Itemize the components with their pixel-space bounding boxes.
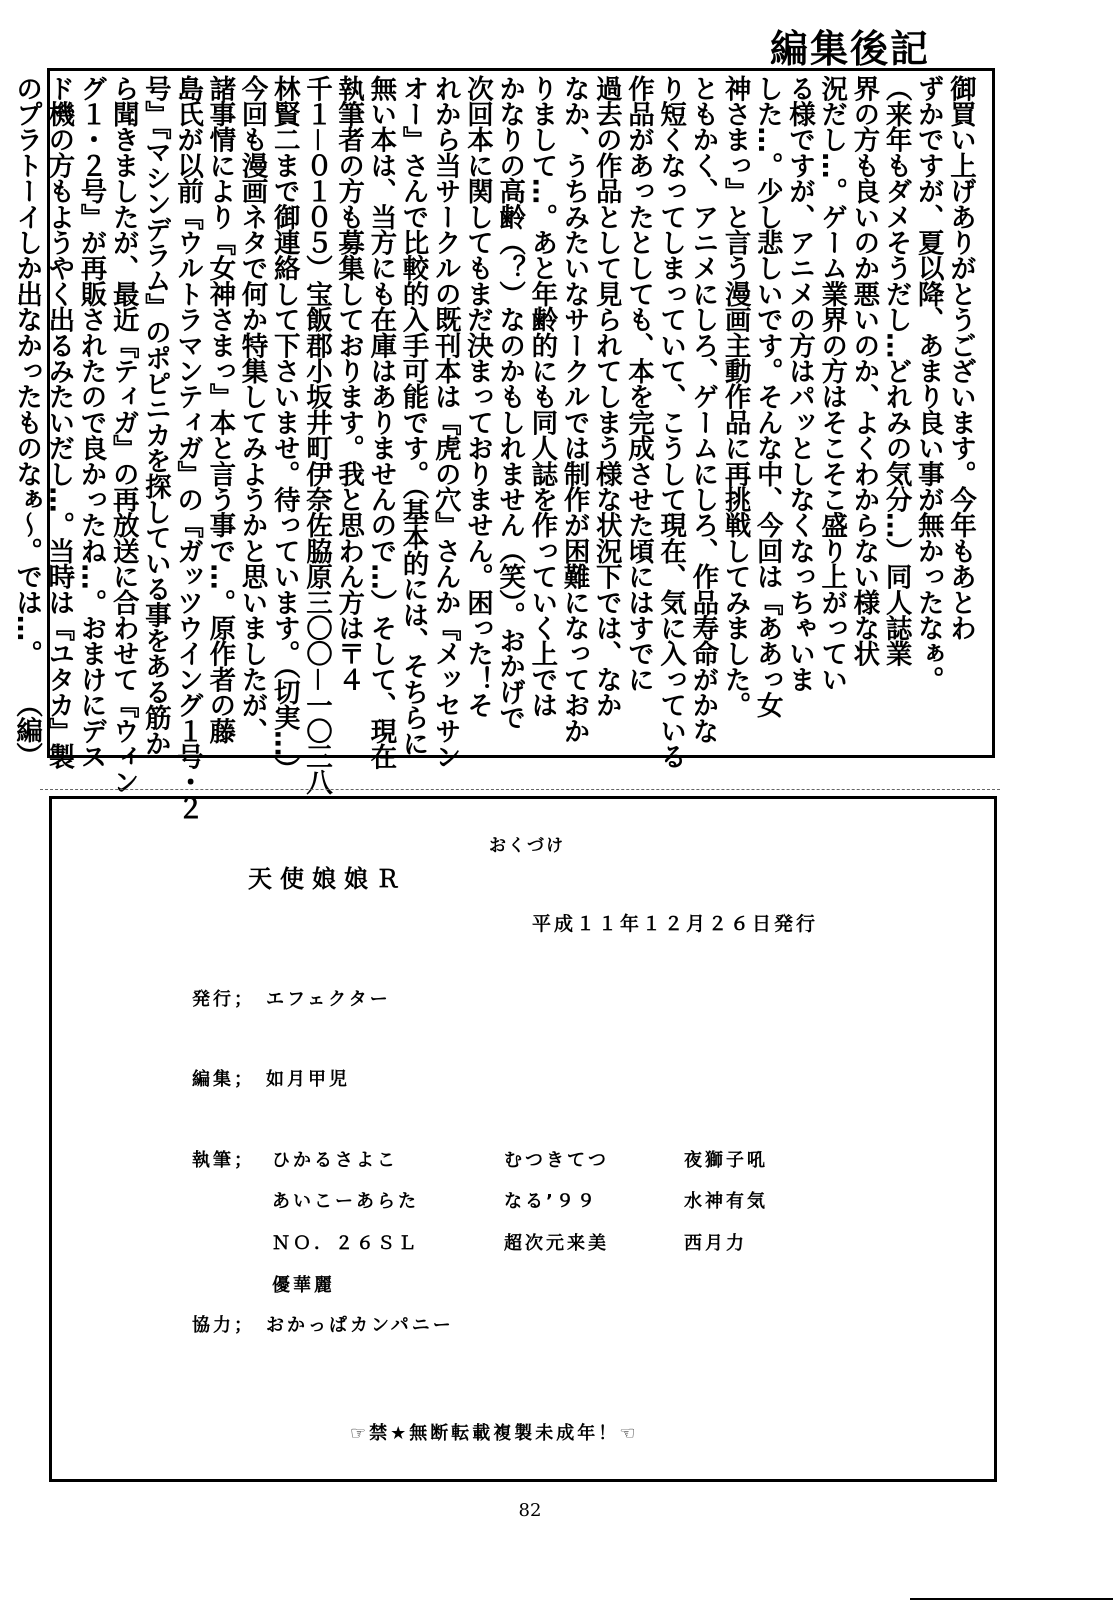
afterword-column: 今回も漫画ネタで何か特集してみようかと思いましたが、 [236,75,268,744]
afterword-column: れから当サークルの既刊本は『虎の穴』さんか『メッセサン [429,75,461,769]
writer-name: 超次元来美 [504,1233,609,1254]
afterword-column: グ１・２号』が再販されたので良かったね…。おまけにデス [75,75,107,769]
afterword-column: 島氏が以前『ウルトラマンティガ』の『ガッツウイング１号・２ [172,75,204,821]
afterword-column: 林賢二まで御連絡して下さいませ。待っています。（切実…） [268,75,300,782]
writer-name: ひかるさよこ [272,1150,398,1171]
publisher-label: 発行； [192,989,255,1010]
afterword-column: （来年もダメそうだし…どれみの気分…）同人誌業 [880,75,912,667]
writer-name: ＮＯ．２６ＳＬ [272,1233,419,1254]
afterword-column: 過去の作品として見られてしまう様な状況下では、なか [590,75,622,718]
afterword-column: 号』『マシンデラム』のポピニカを探している事をある筋か [139,75,171,756]
editor-label: 編集； [192,1069,255,1090]
afterword-column: 無い本は、当方にも在庫はありませんので…）そして、現在 [365,75,397,769]
afterword-column: 神さまっ』と言う漫画主動作品に再挑戦してみました。 [719,75,751,718]
afterword-column: した…。少し悲しいです。そんな中、今回は『ああっ女 [751,75,783,718]
afterword-column: 諸事情により『女神さまっ』本と言う事で…。原作者の藤 [204,75,236,744]
afterword-column: ら聞きましたが、最近『ティガ』の再放送に合わせて『ウィン [107,75,139,795]
afterword-column: 作品があったとしても、本を完成させた頃にはすでに [622,75,654,692]
writer-name: 水神有気 [684,1191,768,1212]
afterword-column: りまして…。あと年齢的にも同人誌を作っていく上では [526,75,558,718]
publisher-name: エフェクター [266,989,391,1010]
writer-name: 西月力 [684,1233,747,1254]
writer-name: 夜獅子吼 [684,1150,768,1171]
afterword-column: り短くなってしまっていて、こうして現在、気に入っている [655,75,687,769]
afterword-column: のプラトーイしか出なかったものなぁ～。では…。 （編） [11,75,43,769]
afterword-column: ド機の方もようやく出るみたいだし…。当時は『ユタカ』製 [43,75,75,769]
publication-date: 平成１１年１２月２６日発行 [532,913,819,935]
divider [40,789,1000,790]
afterword-box [11,68,995,821]
afterword-column: なか、うちみたいなサークルでは制作が困難になっておか [558,75,590,744]
colophon-box [49,796,997,1482]
afterword-column: 執筆者の方も募集しております。我と思わん方は〒４ [333,75,365,692]
afterword-column: 界の方も良いのか悪いのか、よくわからない様な状 [848,75,880,667]
afterword-column: 次回本に関してもまだ決まっておりません。困った！そ [461,75,493,718]
afterword-column: かなりの高齢（？）なのかもしれません（笑）。おかげで [494,75,526,730]
writer-name: 優華麗 [272,1275,335,1296]
afterword-column: る様ですが、アニメの方はパッとしなくなっちゃいま [783,75,815,692]
writer-name: なる’９９ [504,1191,598,1212]
cooperation-label: 協力； [192,1315,255,1336]
afterword-column: ともかく、アニメにしろ、ゲームにしろ、作品寿命がかな [687,75,719,744]
afterword-column: 御買い上げありがとうございます。今年もあとわ [945,75,976,641]
writers-label: 執筆； [192,1150,255,1171]
afterword-column: オー』さんで比較的入手可能です。（基本的には、そちらに [397,75,429,756]
writer-name: あいこーあらた [272,1191,419,1212]
colophon-heading: おくづけ [489,836,565,856]
page-number: 82 [518,1500,542,1521]
afterword-heading: 編集後記 [770,27,931,71]
book-title: 天使娘娘Ｒ [248,865,408,893]
copyright-notice: ☞禁★無断転載複製未成年！☜ [350,1423,639,1444]
writer-name: むつきてつ [504,1150,609,1171]
editor-name: 如月甲児 [266,1069,350,1090]
afterword-column: ずかですが、夏以降、あまり良い事が無かったなぁ。 [912,75,944,692]
cooperation-name: おかっぱカンパニー [266,1315,454,1336]
afterword-column: 況だし…。ゲーム業界の方はそこそこ盛り上がってい [816,75,848,692]
afterword-column: 千１－０１０５）宝飯郡小坂井町伊奈佐脇原三〇〇－一〇三八 [300,75,332,795]
afterword-text [10,75,976,821]
